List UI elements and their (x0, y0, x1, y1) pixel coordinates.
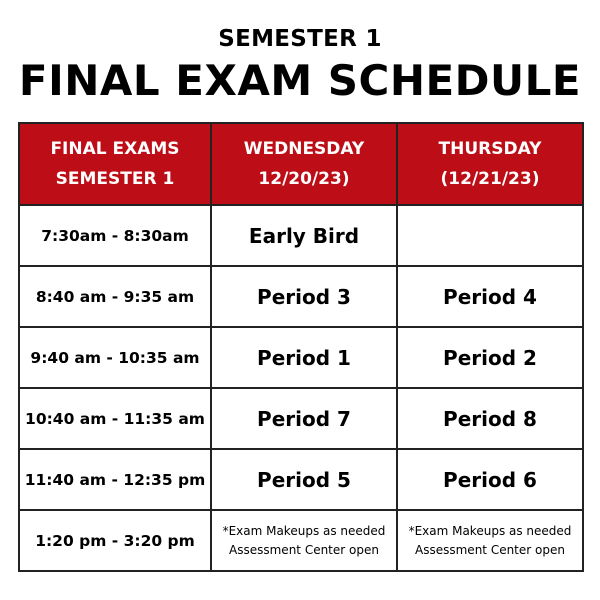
header-wednesday (211, 123, 397, 205)
wednesday-cell: Early Bird (211, 205, 397, 266)
time-cell: 7:30am - 8:30am (19, 205, 211, 266)
thursday-cell: Period 8 (397, 388, 583, 449)
wednesday-cell: Period 5 (211, 449, 397, 510)
wednesday-note-cell (211, 510, 397, 571)
header-line: WEDNESDAY (243, 139, 365, 159)
note-line: Assessment Center open (229, 542, 379, 557)
table-row (19, 205, 583, 266)
table-row (19, 266, 583, 327)
thursday-cell: Period 4 (397, 266, 583, 327)
schedule-subtitle: SEMESTER 1 (218, 26, 382, 52)
time-cell: 1:20 pm - 3:20 pm (19, 510, 211, 571)
wednesday-cell: Period 1 (211, 327, 397, 388)
schedule-title: FINAL EXAM SCHEDULE (18, 56, 582, 105)
thursday-note-cell (397, 510, 583, 571)
time-cell: 9:40 am - 10:35 am (19, 327, 211, 388)
table-row (19, 327, 583, 388)
header-line: FINAL EXAMS (50, 139, 180, 159)
header-thursday (397, 123, 583, 205)
note-line: *Exam Makeups as needed (222, 523, 386, 538)
time-cell: 11:40 am - 12:35 pm (19, 449, 211, 510)
header-line: 12/20/23) (258, 169, 350, 189)
table-row (19, 388, 583, 449)
time-cell: 10:40 am - 11:35 am (19, 388, 211, 449)
wednesday-cell: Period 7 (211, 388, 397, 449)
header-line: SEMESTER 1 (55, 169, 175, 189)
header-line: THURSDAY (438, 139, 542, 159)
time-cell: 8:40 am - 9:35 am (19, 266, 211, 327)
table-row (19, 449, 583, 510)
thursday-cell: Period 2 (397, 327, 583, 388)
wednesday-cell: Period 3 (211, 266, 397, 327)
header-line: (12/21/23) (440, 169, 540, 189)
exam-schedule-table (18, 122, 584, 572)
thursday-cell: Period 6 (397, 449, 583, 510)
header-final-exams (19, 123, 211, 205)
thursday-cell (397, 205, 583, 266)
note-line: *Exam Makeups as needed (408, 523, 572, 538)
note-line: Assessment Center open (415, 542, 565, 557)
table-row (19, 510, 583, 571)
table-header-row (19, 123, 583, 205)
